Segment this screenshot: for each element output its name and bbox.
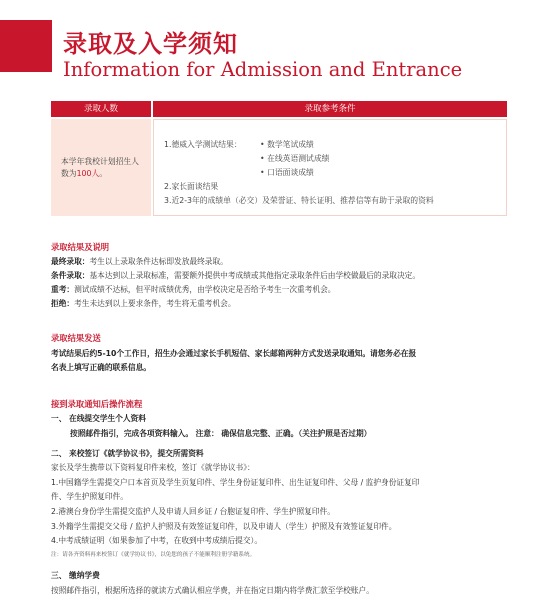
condition-1-item: • 口语面谈成绩	[260, 168, 314, 177]
result-item-retest	[51, 284, 335, 296]
step-3-text: 按照邮件指引，根据所选择的就读方式确认相应学费，并在指定日期内将学费汇款至学校账户。	[51, 586, 374, 595]
quota-text-before: 本学年我校计划招生人数为	[61, 157, 139, 178]
step-3-title: 三、 缴纳学费	[51, 571, 100, 580]
page-title-cn: 录取及入学须知	[63, 30, 238, 58]
step-1-title: 一、 在线提交学生个人资料	[51, 414, 146, 423]
result-item-conditional	[51, 270, 420, 282]
result-text: 测试成绩不达标，但平时成绩优秀，由学校决定是否给予考生一次重考机会。	[74, 285, 336, 294]
result-item-final	[51, 256, 228, 268]
quota-cell	[51, 119, 151, 216]
table-header-quota: 录取人数	[51, 101, 151, 117]
result-label: 最终录取：	[51, 257, 90, 266]
result-text: 考生未达到以上要求条件，考生将无重考机会。	[74, 299, 236, 308]
result-label: 拒绝：	[51, 299, 75, 308]
quota-text-after: 。	[99, 169, 108, 178]
step-2-intro: 家长及学生携带以下资料复印件来校，签订《就学协议书》：	[51, 463, 255, 472]
step-2-item-1a: 1.中国籍学生需提交户口本首页及学生页复印件、学生身份证复印件、出生证复印件、父母 / 监护身份证复印	[51, 478, 420, 487]
step-2-note: 注：请各齐资料再来校签订《就学协议书》，以免您的孩子不能顺利注册学籍系统。	[51, 552, 256, 558]
result-text: 考生以上录取条件达标即发放最终录取。	[89, 257, 228, 266]
conditions-cell	[153, 119, 507, 216]
result-label: 条件录取：	[51, 271, 90, 280]
results-heading: 录取结果及说明	[51, 242, 110, 252]
condition-1-item: • 在线英语测试成绩	[260, 154, 330, 163]
step-2-item-3: 3.外籍学生需提交父母 / 监护人护照及有效签证复印件，以及申请人（学生）护照及有效签证复印件。	[51, 522, 397, 531]
notify-line-1: 考试结果后约5-10个工作日，招生办会通过家长手机短信、家长邮箱两种方式发送录取通知。请您务必在报	[51, 349, 417, 358]
condition-1-item: • 数学笔试成绩	[260, 140, 314, 149]
quota-value: 100人	[76, 169, 100, 178]
step-1-text: 按照邮件指引，完成各项资料输入。 注意： 确保信息完整、正确。（关注护照是否过期）	[70, 429, 372, 438]
steps-heading: 接到录取通知后操作流程	[51, 399, 143, 409]
result-text: 基本达到以上录取标准，需要额外提供中考成绩或其他指定录取条件后由学校做最后的录取决定。	[89, 271, 421, 280]
condition-1-label: 1.德威入学测试结果：	[164, 140, 242, 149]
step-2-item-4: 4.中考成绩证明（如果参加了中考，在收到中考成绩后提交）。	[51, 536, 263, 545]
result-item-reject	[51, 298, 236, 310]
step-2-item-2: 2.港澳台身份学生需提交监护人及申请人回乡证 / 台胞证复印件、学生护照复印件。	[51, 507, 335, 516]
step-2-title: 二、 来校签订《就学协议书》，提交所需资料	[51, 449, 204, 458]
quota-text	[61, 156, 145, 180]
table-header-conditions: 录取参考条件	[153, 101, 507, 117]
condition-2: 2.家长面谈结果	[164, 182, 219, 191]
header-accent-block	[0, 20, 52, 72]
notify-line-2: 名表上填写正确的联系信息。	[51, 363, 151, 372]
step-2-item-1b: 件、学生护照复印件。	[51, 492, 128, 501]
page-title-en: Information for Admission and Entrance	[63, 58, 463, 81]
admission-table	[51, 101, 507, 216]
notify-heading: 录取结果发送	[51, 333, 101, 343]
result-label: 重考：	[51, 285, 75, 294]
condition-3: 3.近2-3年的成绩单（必交）及荣誉证、特长证明、推荐信等有助于录取的资料	[164, 196, 434, 205]
